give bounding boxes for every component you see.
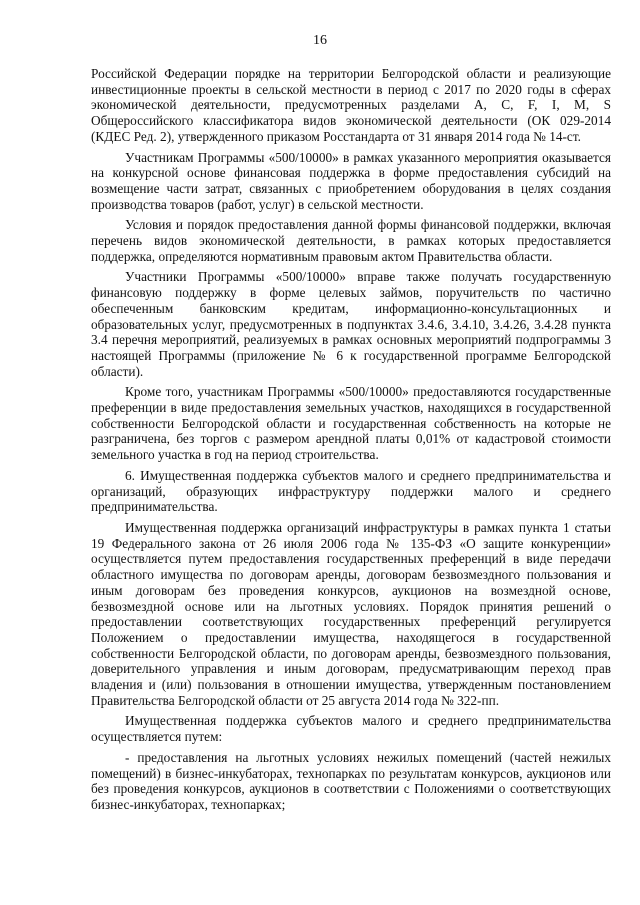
section-6-heading: 6. Имущественная поддержка субъектов малого и среднего предпринимательства и организаций, образующих инфраструктуру поддержки малого и среднего предпринимательства. [91,467,611,515]
paragraph-5: Кроме того, участникам Программы «500/10000» предоставляются государственные преференции в виде предоставления земельных участков, находящихся в государственной собственности Белгородской области и государственная собственность на которые не разграничена, без торгов с размером арендной платы 0,01% от кадастровой стоимости земельного участка в год на период строительства. [91,384,611,463]
paragraph-1: Российской Федерации порядке на территории Белгородской области и реализующие инвестиционные проекты в сельской местности в период с 2017 по 2020 годы в сферах экономической деятельности, предусмотренных разделами A, C, F, I, M, S Общероссийского классификатора видов экономической деятельности (ОК 029-2014 (КДЕС Ред. 2), утвержденного приказом Росстандарта от 31 января 2014 года № 14-ст. [91,66,611,144]
paragraph-3: Условия и порядок предоставления данной формы финансовой поддержки, включая перечень видов экономической деятельности, в рамках которых предоставляется поддержка, определяются нормативным правовым актом Правительства области. [91,217,611,264]
paragraph-2: Участникам Программы «500/10000» в рамках указанного мероприятия оказывается на конкурсной основе финансовая поддержка в форме предоставления субсидий на возмещение части затрат, связанных с приобретением оборудования в целях создания производства товаров (работ, услуг) в сельской местности. [91,149,611,212]
document-body [91,66,611,818]
paragraph-4: Участники Программы «500/10000» вправе также получать государственную финансовую поддержку в форме целевых займов, поручительств по частично обеспеченным банковским кредитам, информационно-консультационных и образовательных услуг, предусмотренных в подпунктах 3.4.6, 3.4.10, 3.4.26, 3.4.28 пункта 3.4 перечня мероприятий, реализуемых в рамках основных мероприятий подпрограммы 3 настоящей Программы (приложение № 6 к государственной программе Белгородской области). [91,269,611,379]
page-number: 16 [313,33,327,48]
paragraph-7: Имущественная поддержка организаций инфраструктуры в рамках пункта 1 статьи 19 Федерального закона от 26 июля 2006 года № 135-ФЗ «О защите конкуренции» осуществляется путем предоставления государственных преференций в виде передачи областного имущества по договорам аренды, договорам безвозмездного пользования и иным договорам без проведения конкурсов, аукционов на возмездной основе, безвозмездной основе или на льготных условиях. Порядок принятия решений о предоставлении соответствующих государственных преференций регулируется Положением о предоставлении имущества, находящегося в государственной собственности Белгородской области, по договорам аренды, безвозмездного пользования, доверительного управления и иным договорам, предусматривающим переход прав владения и (или) пользования в отношении имущества, утвержденным постановлением Правительства Белгородской области от 25 августа 2014 года № 322-пп. [91,519,611,708]
paragraph-8: Имущественная поддержка субъектов малого и среднего предпринимательства осуществляется путем: [91,713,611,745]
paragraph-9: - предоставления на льготных условиях нежилых помещений (частей нежилых помещений) в бизнес-инкубаторах, технопарках по результатам конкурсов, аукционов или без проведения конкурсов, аукционов в соответствии с Положениями о соответствующих бизнес-инкубаторах, технопарках; [91,749,611,812]
